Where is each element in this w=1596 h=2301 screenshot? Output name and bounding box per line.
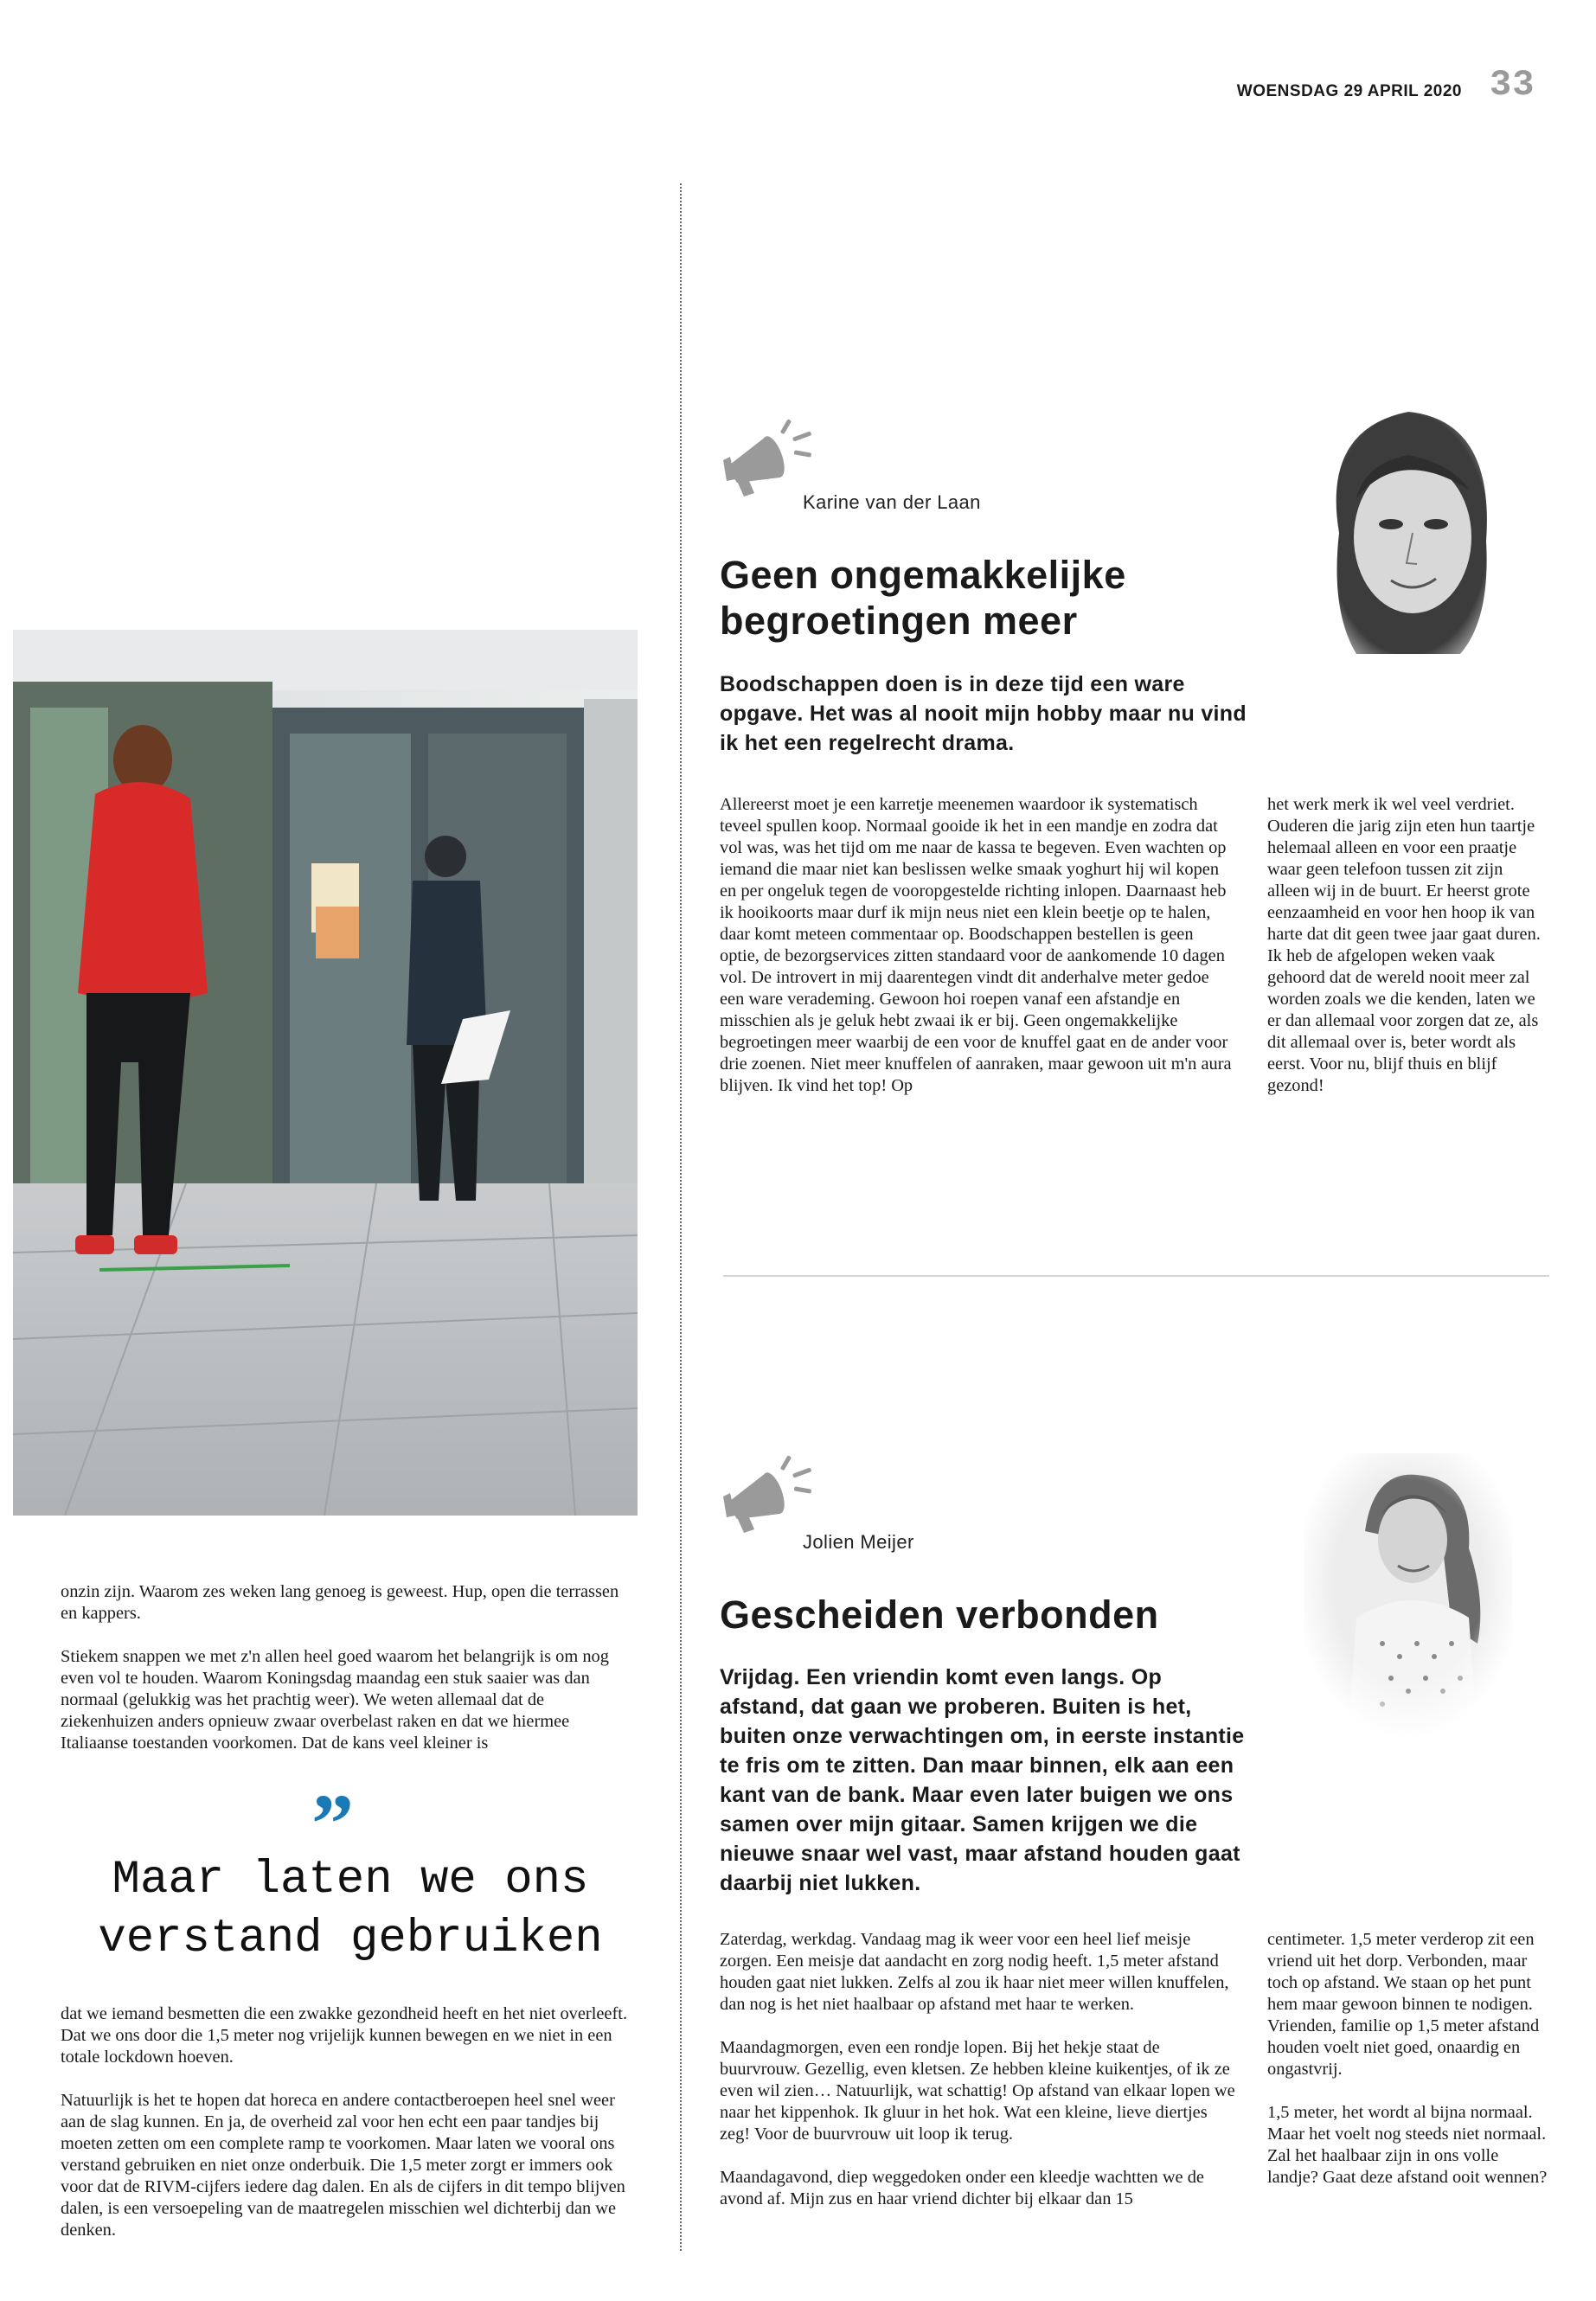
article-body-column-1 (720, 1929, 1237, 2210)
column-text-paragraph: dat we iemand besmetten die een zwakke gezondheid heeft en het niet overleeft. Dat we ons door die 1,5 meter nog vrijelijk kunnen bewegen en we niet in een totale lockdown hoeven. (61, 2004, 628, 2067)
article-body-column-2 (1267, 1929, 1549, 2189)
author-portrait (1304, 1453, 1512, 1739)
article-body-column-1: Allereerst moet je een karretje meenemen waardoor ik systematisch teveel spullen koop. Normaal gooide ik het in een mandje en zodra dat vol was, was het tijd om me naar de kassa te begeven. Even wachten op iemand die maar niet kan beslissen welke smaak yoghurt hij wil kopen en per ongeluk tegen de vooropgestelde richting inlopen. Daarnaast heb ik hooikoorts maar durf ik mijn neus niet een klein beetje op te halen, daar komt meteen commentaar op. Boodschappen bestellen is geen optie, de bezorgservices zitten standaard voor de aankomende 10 dagen vol. De introvert in mij daarentegen vindt dit anderhalve meter gedoe een ware verademing. Gewoon hoi roepen vanaf een afstandje en misschien als je geluk hebt zwaai ik er bij. Geen ongemakkelijke begroetingen meer waarbij de een voor de knuffel gaat en de ander voor drie zoenen. Niet meer knuffelen of aanraken, maar gewoon uit m'n aura blijven. Ik vind het top! Op (720, 795, 1232, 1095)
column-divider (680, 183, 682, 2251)
body-paragraph: Zaterdag, werkdag. Vandaag mag ik weer voor een heel lief meisje zorgen. Een meisje dat aandacht en zorg nodig heeft. 1,5 meter afstand houden gaat niet lukken. Zelfs al zou ik haar niet meer willen knuffelen, dan nog is het niet haalbaar op afstand met haar te werken. (720, 1930, 1229, 2014)
quote-icon: ” (311, 1778, 354, 1871)
article-headline: Gescheiden verbonden (720, 1593, 1159, 1637)
article-separator (723, 1275, 1549, 1277)
supermarket-queue-photo (13, 630, 638, 1516)
megaphone-icon (718, 407, 820, 502)
column-text-paragraph: Natuurlijk is het te hopen dat horeca en andere contactberoepen heel snel weer aan de slag kunnen. En ja, de overheid zal voor hen echt een paar tandjes bij moeten zetten om een complete ramp te voorkomen. Maar laten we vooral ons verstand gebruiken en niet onze onderbuik. Die 1,5 meter zorgt er immers ook voor dat de RIVM-cijfers iedere dag dalen. En als de cijfers in dit tempo blijven dalen, is een versoepeling van de maatregelen misschien wel dichterbij dan we denken. (61, 2091, 625, 2240)
article-lead: Boodschappen doen is in deze tijd een ware opgave. Het was al nooit mijn hobby maar nu vind ik het een regelrecht drama. (720, 672, 1247, 755)
body-paragraph: Maandagavond, diep weggedoken onder een kleedje wachtten we de avond af. Mijn zus en haar vriend dichter bij elkaar dan 15 (720, 2168, 1204, 2208)
pull-quote: Maar laten we ons verstand gebruiken (98, 1854, 603, 1965)
author-name: Karine van der Laan (803, 491, 981, 513)
body-paragraph: Maandagmorgen, even een rondje lopen. Bij het hekje staat de buurvrouw. Gezellig, even kletsen. Ze hebben kleine kuikentjes, of ik ze even wil zien… Natuurlijk, wat schattig! Op afstand van elkaar lopen we naar het kippenhok. Ik gluur in het hok. Wat een kleine, lieve diertjes zeg! Voor de buurvrouw uit loop ik terug. (720, 2038, 1235, 2144)
issue-date: WOENSDAG 29 APRIL 2020 (1236, 82, 1462, 100)
column-text-top: onzin zijn. Waarom zes weken lang genoeg is geweest. Hup, open die terrassen en kappers. (61, 1582, 619, 1623)
article-body-column-2: het werk merk ik wel veel verdriet. Ouderen die jarig zijn eten hun taartje helemaal alleen en voor een praatje waar geen telefoon tussen zit zijn alleen wij in de buurt. Er heerst grote eenzaamheid en voor hen hoop ik van harte dat dit geen twee jaar gaat duren. Ik heb de afgelopen weken vaak gehoord dat de wereld nooit meer zal worden zoals we die kenden, laten we er dan allemaal voor zorgen dat ze, als dit allemaal over is, beter wordt als eerst. Voor nu, blijf thuis en blijf gezond! (1267, 795, 1541, 1095)
body-paragraph: centimeter. 1,5 meter verderop zit een vriend uit het dorp. Verbonden, maar toch op afstand. We staan op het punt hem maar gewoon binnen te nodigen. Vrienden, familie op 1,5 meter afstand houden voelt niet goed, onaardig en ongastvrij. (1267, 1930, 1540, 2079)
column-text-paragraph: Stiekem snappen we met z'n allen heel goed waarom het belangrijk is om nog even vol te houden. Waarom Koningsdag maandag een stuk saaier was dan normaal (gelukkig was het prachtig weer). We weten allemaal dat de ziekenhuizen anders opnieuw zwaar overbelast raken en dat we hiermee Italiaanse toestanden voorkomen. Dat de kans veel kleiner is (61, 1647, 609, 1753)
megaphone-icon (718, 1443, 820, 1538)
author-portrait (1304, 394, 1512, 706)
article-headline: Geen ongemakkelijke begroetingen meer (720, 553, 1126, 643)
article-lead: Vrijdag. Een vriendin komt even langs. Op afstand, dat gaan we proberen. Buiten is het, buiten onze verwachtingen om, in eerste instantie te fris om te zitten. Dan maar binnen, elk aan een kant van de bank. Maar even later buigen we ons samen over mijn gitaar. Samen krijgen we die nieuwe snaar wel vast, maar afstand houden gaat daarbij niet lukken. (720, 1665, 1245, 1895)
page-number: 33 (1490, 64, 1535, 106)
author-name: Jolien Meijer (803, 1531, 914, 1553)
body-paragraph: 1,5 meter, het wordt al bijna normaal. Maar het voelt nog steeds niet normaal. Zal het haalbaar zijn in ons volle landje? Gaat deze afstand ooit wennen? (1267, 2103, 1548, 2187)
